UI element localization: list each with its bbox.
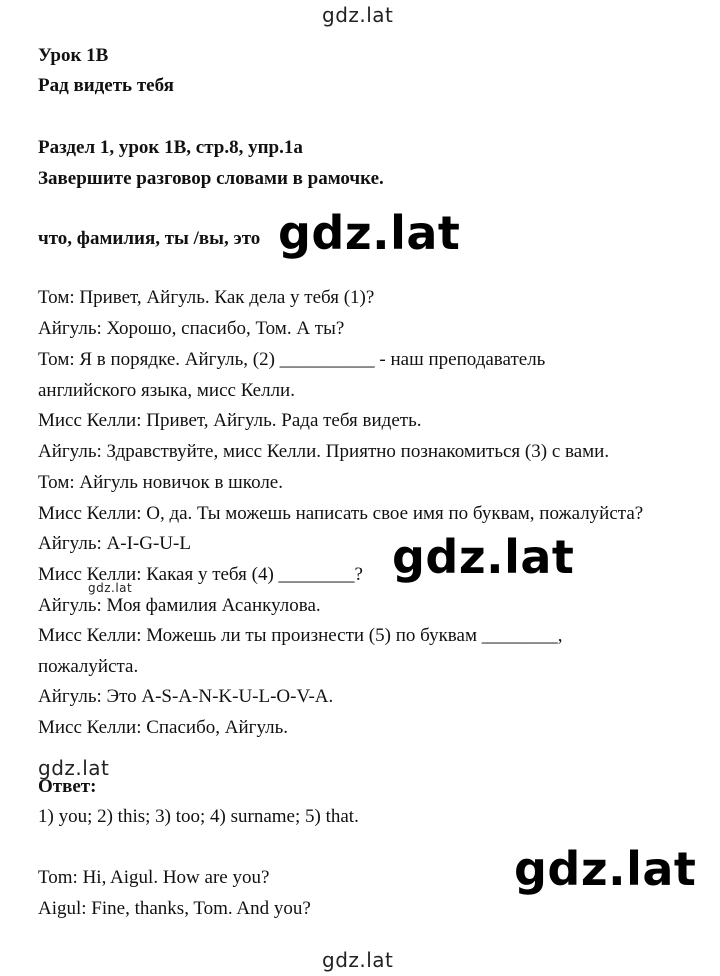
lesson-title: Рад видеть тебя [38,75,174,96]
watermark-tiny: gdz.lat [88,581,133,595]
dialogue-line-15: Мисс Келли: Спасибо, Айгуль. [38,717,289,738]
dialogue-line-3: Том: Я в порядке. Айгуль, (2) __________ - наш преподаватель [38,349,546,370]
watermark-bottom: gdz.lat [322,948,394,972]
dialogue-line-10: Мисс Келли: Какая у тебя (4) ________? [38,564,363,585]
task-title: Раздел 1, урок 1В, стр.8, упр.1а [38,137,303,158]
dialogue-line-6: Айгуль: Здравствуйте, мисс Келли. Приятно познакомиться (3) с вами. [38,441,610,462]
dialogue-line-13: пожалуйста. [38,656,139,677]
watermark-answer: gdz.lat [38,756,110,780]
dialogue-line-14: Айгуль: Это A-S-A-N-K-U-L-O-V-A. [38,686,334,707]
lesson-number: Урок 1В [38,45,109,66]
dialogue-line-7: Том: Айгуль новичок в школе. [38,472,283,493]
task-instruction: Завершите разговор словами в рамочке. [38,168,384,189]
watermark-top: gdz.lat [322,3,394,27]
word-box: что, фамилия, ты /вы, это [38,228,261,249]
watermark-big-1: gdz.lat [278,206,461,260]
dialogue-line-1: Том: Привет, Айгуль. Как дела у тебя (1)? [38,287,375,308]
translation-line-1: Tom: Hi, Aigul. How are you? [38,867,270,888]
watermark-big-3: gdz.lat [514,842,697,896]
dialogue-line-11: Айгуль: Моя фамилия Асанкулова. [38,595,321,616]
dialogue-line-4: английского языка, мисс Келли. [38,380,295,401]
dialogue-line-8: Мисс Келли: О, да. Ты можешь написать свое имя по буквам, пожалуйста? [38,503,644,524]
watermark-big-2: gdz.lat [392,530,575,584]
dialogue-line-9: Айгуль: A-I-G-U-L [38,533,191,554]
answer-label: Ответ: [38,776,97,797]
dialogue-line-12: Мисс Келли: Можешь ли ты произнести (5) по буквам ________, [38,625,563,646]
translation-line-2: Aigul: Fine, thanks, Tom. And you? [38,898,311,919]
dialogue-line-5: Мисс Келли: Привет, Айгуль. Рада тебя видеть. [38,410,422,431]
dialogue-line-2: Айгуль: Хорошо, спасибо, Том. А ты? [38,318,345,339]
answer-text: 1) you; 2) this; 3) too; 4) surname; 5) that. [38,806,359,827]
